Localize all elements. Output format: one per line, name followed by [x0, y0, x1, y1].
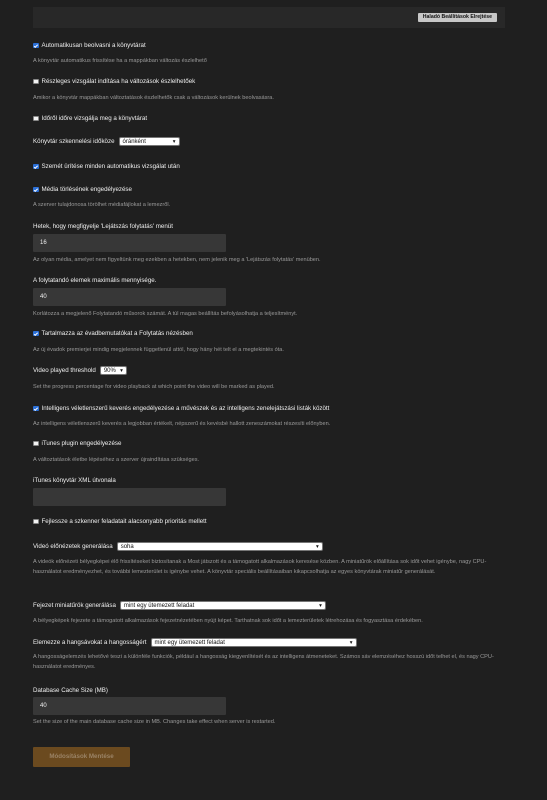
video-threshold-row [33, 366, 127, 375]
weeks-continue-desc: Az olyan média, amelyet nem figyeltünk meg ezekben a hetekben, nem jelenik meg a 'Lejátszás folytatás' menüben. [33, 257, 321, 263]
video-previews-desc: A videók előnézeti bélyegképei élő frissítéseket biztosítanak a Most játszott és a támogatott alkalmazások keresése közben. A miniatűrök előállítása sok időt vehet igénybe, nagy CPU-használatot eredményezhet, és további lemezterület is igénybe vehet. A könyvtár speciális beállításaiban kikapcsolhatja az egyes könyvtárak miniatűr generálását. [33, 559, 487, 575]
itunes-plugin-option[interactable] [33, 440, 121, 447]
allow-delete-desc: A szerver tulajdonosa törölhet médiafájlokat a lemezről. [33, 202, 171, 208]
smart-mix-option[interactable] [33, 405, 329, 412]
low-priority-checkbox[interactable] [33, 519, 39, 525]
season-premieres-option[interactable] [33, 330, 193, 337]
chapter-thumbs-desc: A bélyegképek fejezete a támogatott alkalmazások fejezetnézetében nyújt képet. Tarthatnak sok időt a lemezterületek létrehozása és fogyasztása érdekében. [33, 618, 423, 624]
periodic-scan-option[interactable] [33, 115, 147, 122]
hide-advanced-button[interactable]: Haladó Beállítások Elrejtése [418, 13, 497, 22]
auto-watch-desc: A könyvtár automatikus frissítése ha a mappákban változás észlelhető [33, 58, 207, 64]
video-previews-value: soha [120, 544, 134, 550]
smart-mix-label: Intelligens véletlenszerű keverés engedélyezése a művészek és az intelligens zenelejátszási listák között [41, 405, 330, 412]
allow-delete-checkbox[interactable] [33, 187, 39, 193]
loudness-value: mint egy ütemezett feladat [154, 640, 225, 646]
db-cache-desc: Set the size of the main database cache size in MB. Changes take effect when server is restarted. [33, 719, 276, 725]
low-priority-option[interactable] [33, 518, 207, 525]
partial-scan-option[interactable] [33, 78, 195, 85]
top-bar [33, 7, 505, 28]
loudness-desc: A hangosságelemzés lehetővé teszi a különféle funkciók, például a hangosság kiegyenlítését és az intelligens átmeneteket. Számos sáv elemzéséhez hosszú időt telhet el, és nagy CPU-használatot eredményes. [33, 654, 494, 670]
auto-watch-label: Automatikusan beolvasni a könyvtárat [41, 42, 146, 49]
video-threshold-value: 90% [103, 368, 116, 374]
low-priority-label: Fejlessze a szkenner feladatait alacsonyabb prioritás mellett [41, 518, 207, 525]
empty-trash-option[interactable] [33, 163, 180, 170]
video-threshold-select[interactable] [100, 366, 127, 375]
smart-mix-desc: Az intelligens véletlenszerű keverés a legjobban értékelt, népszerű és kevésbé hallott zeneszámokat részesíti előnyben. [33, 421, 331, 427]
video-previews-label: Videó előnézetek generálása [33, 543, 113, 551]
auto-watch-checkbox[interactable] [33, 43, 39, 49]
season-premieres-desc: Az új évadok premierjei mindig megjelennek függetlenül attól, hogy hány hét telt el a megtekintés óta. [33, 347, 284, 353]
loudness-label: Elemezze a hangsávokat a hangosságért [33, 639, 147, 647]
chevron-down-icon: ▾ [315, 544, 319, 550]
db-cache-label: Database Cache Size (MB) [33, 687, 108, 694]
chapter-thumbs-select[interactable] [120, 601, 326, 610]
chevron-down-icon: ▾ [349, 640, 353, 646]
periodic-scan-checkbox[interactable] [33, 116, 39, 122]
loudness-row [33, 638, 357, 647]
max-items-label: A folytatandó elemek maximális mennyisége. [33, 277, 157, 284]
partial-scan-label: Részleges vizsgálat indítása ha változások észlelhetőek [41, 78, 196, 85]
itunes-xml-input[interactable] [33, 488, 226, 506]
video-previews-row [33, 542, 323, 551]
loudness-select[interactable] [151, 638, 357, 647]
season-premieres-checkbox[interactable] [33, 331, 39, 337]
chapter-thumbs-label: Fejezet miniatűrök generálása [33, 602, 116, 610]
empty-trash-label: Szemét ürítése minden automatikus vizsgálat után [41, 163, 180, 170]
season-premieres-label: Tartalmazza az évadbemutatókat a Folytatás nézésben [41, 330, 193, 337]
video-threshold-label: Video played threshold [33, 367, 96, 375]
itunes-xml-label: iTunes könyvtár XML útvonala [33, 477, 116, 484]
max-items-desc: Korlátozza a megjelenő Folytatandó műsorok számát. A túl magas beállítás befolyásolhatja a teljesítményt. [33, 311, 298, 317]
chapter-thumbs-value: mint egy ütemezett feladat [123, 603, 195, 609]
itunes-plugin-label: iTunes plugin engedélyezése [41, 440, 122, 447]
partial-scan-desc: Amikor a könyvtár mappákban változtatások észlelhetők csak a változások kerülnek beolvasásra. [33, 95, 274, 101]
chevron-down-icon: ▾ [120, 368, 123, 374]
auto-watch-option[interactable] [33, 42, 146, 49]
weeks-continue-label: Hetek, hogy megfigyelje 'Lejátszás folytatás' menüt [33, 223, 173, 230]
video-threshold-desc: Set the progress percentage for video playback at which point the video will be marked as played. [33, 384, 275, 390]
chevron-down-icon: ▾ [172, 139, 176, 145]
scan-interval-row [33, 137, 180, 146]
empty-trash-checkbox[interactable] [33, 164, 39, 170]
chapter-thumbs-row [33, 601, 326, 610]
scan-interval-select[interactable] [119, 137, 180, 146]
scan-interval-value: óránként [122, 139, 146, 145]
periodic-scan-label: Időről időre vizsgálja meg a könyvtárat [41, 115, 148, 122]
smart-mix-checkbox[interactable] [33, 406, 39, 412]
save-changes-button[interactable]: Módosítások Mentése [33, 747, 130, 767]
itunes-plugin-checkbox[interactable] [33, 441, 39, 447]
video-previews-select[interactable] [117, 542, 323, 551]
scan-interval-label: Könyvtár szkennelési időköze [33, 138, 115, 146]
db-cache-input[interactable]: 40 [33, 697, 226, 715]
itunes-plugin-desc: A változtatások életbe lépéséhez a szerver újraindítása szükséges. [33, 457, 200, 463]
max-items-input[interactable]: 40 [33, 288, 226, 306]
allow-delete-option[interactable] [33, 186, 132, 193]
weeks-continue-input[interactable]: 16 [33, 234, 226, 252]
allow-delete-label: Média törlésének engedélyezése [41, 186, 132, 193]
partial-scan-checkbox[interactable] [33, 79, 39, 85]
chevron-down-icon: ▾ [319, 603, 322, 609]
